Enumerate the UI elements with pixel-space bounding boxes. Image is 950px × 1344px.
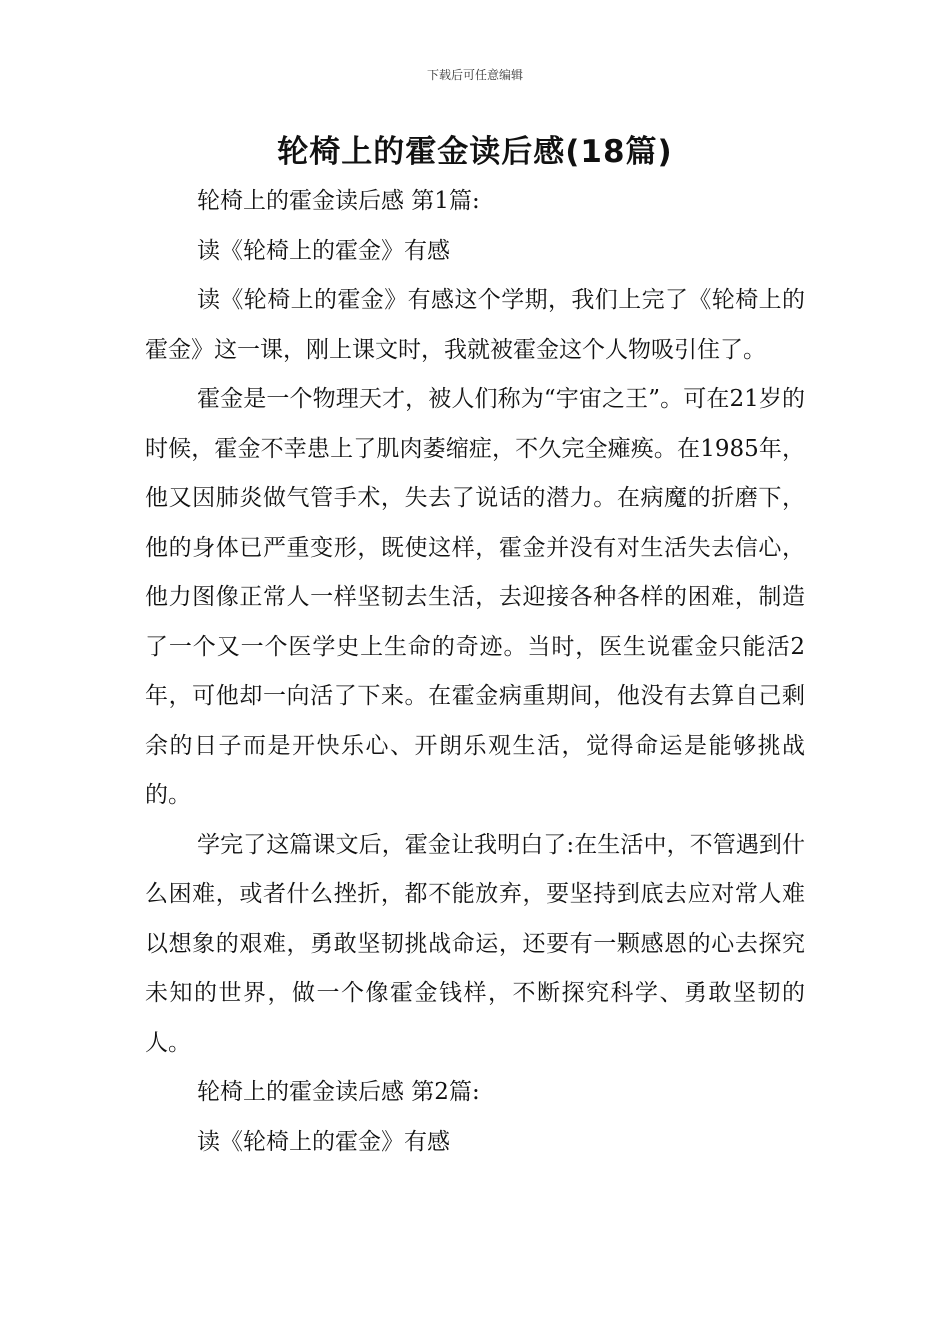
paragraph-hawking-story: 霍金是一个物理天才，被人们称为“宇宙之王”。可在21岁的时候，霍金不幸患上了肌肉萎缩症，不久完全瘫痪。在1985年，他又因肺炎做气管手术，失去了说话的潜力。在病魔的折磨下，他的身体已严重变形，既使这样，霍金并没有对生活失去信心，他力图像正常人一样坚韧去生活，去迎接各种各样的困难，制造了一个又一个医学史上生命的奇迹。当时，医生说霍金只能活2年，可他却一向活了下来。在霍金病重期间，他没有去算自己剩余的日子而是开快乐心、开朗乐观生活，觉得命运是能够挑战的。 (145, 386, 805, 808)
paragraph-intro: 读《轮椅上的霍金》有感这个学期，我们上完了《轮椅上的霍金》这一课，刚上课文时，我就被霍金这个人物吸引住了。 (145, 287, 805, 363)
paragraph-reflection: 学完了这篇课文后，霍金让我明白了:在生活中，不管遇到什么困难，或者什么挫折，都不能放弃，要坚持到底去应对常人难以想象的艰难，勇敢坚韧挑战命运，还要有一颗感恩的心去探究未知的世界，做一个像霍金钱样，不断探究科学、勇敢坚韧的人。 (145, 831, 805, 1056)
header-note: 下载后可任意编辑 (426, 68, 523, 82)
section-heading-2: 轮椅上的霍金读后感 第2篇: (197, 1079, 480, 1105)
document-title: 轮椅上的霍金读后感(18篇) (277, 134, 673, 170)
essay-title-2: 读《轮椅上的霍金》有感 (197, 1128, 450, 1155)
section-heading-1: 轮椅上的霍金读后感 第1篇: (197, 188, 480, 214)
essay-title-1: 读《轮椅上的霍金》有感 (197, 237, 450, 264)
document-body (145, 177, 805, 1167)
